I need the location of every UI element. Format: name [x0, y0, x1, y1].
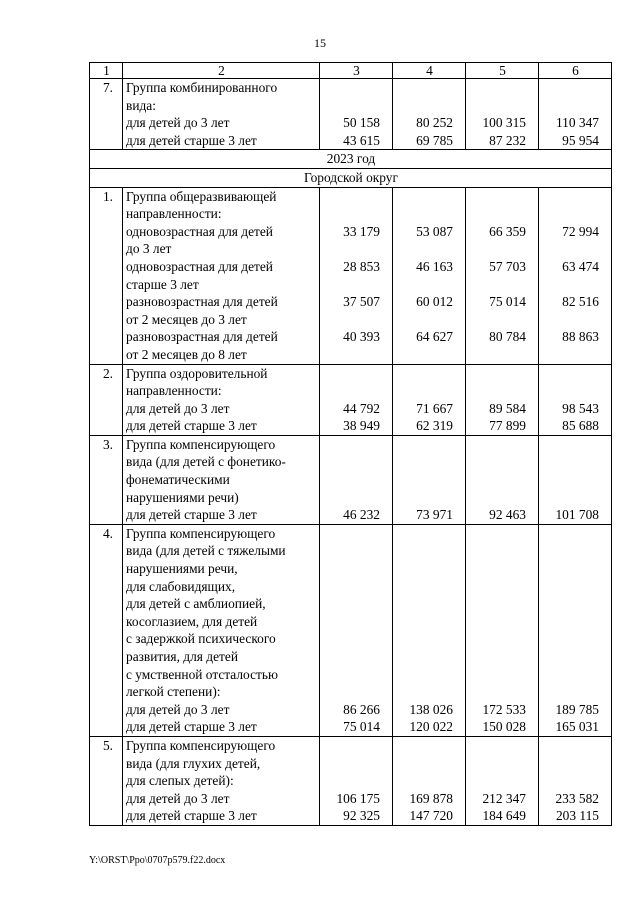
- value-cell: [539, 435, 612, 524]
- value-line: 60 012: [416, 294, 453, 310]
- value-line: [469, 666, 526, 684]
- value-cell: [393, 435, 466, 524]
- value-line: [396, 630, 453, 648]
- value-line: 95 954: [562, 132, 599, 148]
- value-line: 169 878: [409, 790, 453, 806]
- value-line: [396, 97, 453, 115]
- value-line: 38 949: [343, 418, 380, 434]
- value-line: [542, 365, 599, 383]
- value-line: [542, 630, 599, 648]
- table-row: [90, 364, 612, 435]
- description-line: Группа комбинированного: [126, 80, 278, 95]
- value-line: [469, 578, 526, 596]
- value-line: 73 971: [416, 507, 453, 523]
- description-line: одновозрастная для детей: [126, 258, 273, 274]
- value-line: [469, 97, 526, 115]
- value-line: 106 175: [336, 790, 380, 806]
- value-line: [542, 560, 599, 578]
- value-line: 89 584: [489, 400, 526, 416]
- description-line: до 3 лет: [126, 241, 172, 257]
- value-line: [396, 79, 453, 97]
- value-line: 147 720: [409, 808, 453, 824]
- value-line: 69 785: [416, 132, 453, 148]
- value-line: [542, 666, 599, 684]
- description-line: для детей до 3 лет: [126, 400, 230, 416]
- value-line: [469, 560, 526, 578]
- value-line: [323, 453, 380, 471]
- description-line: нарушениями речи,: [126, 561, 238, 577]
- description-line: разновозрастная для детей: [126, 294, 278, 310]
- value-line: [396, 489, 453, 507]
- value-line: [396, 436, 453, 454]
- value-line: [542, 489, 599, 507]
- year-label-row: [90, 150, 612, 169]
- value-line: 101 708: [555, 507, 599, 523]
- value-line: [396, 471, 453, 489]
- page-number: 15: [314, 36, 326, 50]
- row-index: 5.: [90, 736, 123, 825]
- value-line: [469, 489, 526, 507]
- value-line: [323, 382, 380, 400]
- value-cell: [466, 524, 539, 736]
- value-line: 85 688: [562, 418, 599, 434]
- value-cell: [393, 79, 466, 150]
- value-line: 100 315: [482, 115, 526, 131]
- file-path-footer: Y:\ORST\Ppo\0707p579.f22.docx: [89, 855, 226, 866]
- value-line: 189 785: [555, 701, 599, 717]
- value-cell: [393, 187, 466, 364]
- value-line: [323, 365, 380, 383]
- value-line: [542, 205, 599, 223]
- value-line: [469, 595, 526, 613]
- table-row: [90, 736, 612, 825]
- value-line: 172 533: [482, 701, 526, 717]
- row-description: [123, 736, 320, 825]
- value-line: [396, 188, 453, 206]
- value-line: [396, 755, 453, 773]
- value-cell: [539, 736, 612, 825]
- year-label: 2023 год: [90, 150, 612, 169]
- description-line: фонематическими: [126, 472, 230, 488]
- district-label: Городской округ: [90, 168, 612, 187]
- value-cell: [393, 364, 466, 435]
- description-line: легкой степени):: [126, 684, 221, 700]
- value-line: [542, 97, 599, 115]
- value-cell: [466, 736, 539, 825]
- value-line: [469, 205, 526, 223]
- value-cell: [320, 364, 393, 435]
- value-line: 77 899: [489, 418, 526, 434]
- table-row: [90, 187, 612, 364]
- value-line: 40 393: [343, 329, 380, 345]
- value-line: 64 627: [416, 329, 453, 345]
- value-line: [323, 188, 380, 206]
- value-line: [469, 542, 526, 560]
- value-line: [323, 560, 380, 578]
- value-line: 46 163: [416, 258, 453, 274]
- description-line: Группа компенсирующего: [126, 525, 276, 541]
- value-line: [396, 560, 453, 578]
- value-line: [396, 772, 453, 790]
- description-line: для детей старше 3 лет: [126, 418, 257, 434]
- row-index: 7.: [90, 79, 123, 150]
- value-line: 98 543: [562, 400, 599, 416]
- row-index: 1.: [90, 187, 123, 364]
- value-line: [323, 276, 380, 294]
- value-line: [396, 737, 453, 755]
- table-row: [90, 79, 612, 150]
- value-line: [396, 666, 453, 684]
- value-line: [323, 97, 380, 115]
- value-line: [323, 755, 380, 773]
- row-description: [123, 524, 320, 736]
- description-line: разновозрастная для детей: [126, 329, 278, 345]
- value-line: [542, 613, 599, 631]
- value-line: [469, 188, 526, 206]
- description-line: направленности:: [126, 383, 222, 399]
- value-line: [542, 79, 599, 97]
- value-line: [323, 205, 380, 223]
- value-line: [469, 276, 526, 294]
- value-line: 138 026: [409, 701, 453, 717]
- value-line: [396, 365, 453, 383]
- value-line: 82 516: [562, 294, 599, 310]
- description-line: косоглазием, для детей: [126, 613, 258, 629]
- value-line: 165 031: [555, 719, 599, 735]
- value-line: [469, 683, 526, 701]
- value-line: [542, 578, 599, 596]
- value-line: [469, 772, 526, 790]
- value-line: [542, 525, 599, 543]
- value-line: [469, 365, 526, 383]
- row-description: [123, 364, 320, 435]
- value-cell: [393, 736, 466, 825]
- value-line: [469, 453, 526, 471]
- value-cell: [320, 736, 393, 825]
- value-line: 203 115: [555, 808, 599, 824]
- value-cell: [320, 187, 393, 364]
- value-line: 66 359: [489, 223, 526, 239]
- value-line: [396, 346, 453, 364]
- value-line: [542, 436, 599, 454]
- value-line: [396, 311, 453, 329]
- district-label-row: [90, 168, 612, 187]
- value-line: [469, 382, 526, 400]
- value-line: [396, 648, 453, 666]
- value-cell: [539, 187, 612, 364]
- value-line: [323, 737, 380, 755]
- value-line: [396, 276, 453, 294]
- header-cell: 4: [393, 63, 466, 79]
- row-index: 2.: [90, 364, 123, 435]
- value-line: [396, 205, 453, 223]
- value-line: 86 266: [343, 701, 380, 717]
- value-line: [469, 471, 526, 489]
- value-line: 80 784: [489, 329, 526, 345]
- value-line: 150 028: [482, 719, 526, 735]
- description-line: Группа оздоровительной: [126, 365, 268, 381]
- value-line: 184 649: [482, 808, 526, 824]
- description-line: для детей до 3 лет: [126, 115, 230, 131]
- value-line: [323, 542, 380, 560]
- value-line: [323, 772, 380, 790]
- value-line: [542, 737, 599, 755]
- description-line: для детей с амблиопией,: [126, 596, 266, 612]
- row-description: [123, 79, 320, 150]
- value-line: [323, 578, 380, 596]
- description-line: вида:: [126, 97, 156, 113]
- value-line: [469, 311, 526, 329]
- value-line: 71 667: [416, 400, 453, 416]
- value-line: [396, 578, 453, 596]
- value-line: [469, 630, 526, 648]
- description-line: для детей до 3 лет: [126, 701, 230, 717]
- value-line: [542, 382, 599, 400]
- description-line: старше 3 лет: [126, 276, 199, 292]
- description-line: для детей старше 3 лет: [126, 132, 257, 148]
- value-line: [542, 542, 599, 560]
- value-cell: [393, 524, 466, 736]
- value-line: 28 853: [343, 258, 380, 274]
- header-cell: 6: [539, 63, 612, 79]
- value-line: [469, 436, 526, 454]
- description-line: для детей старше 3 лет: [126, 808, 257, 824]
- header-cell: 5: [466, 63, 539, 79]
- description-line: от 2 месяцев до 8 лет: [126, 346, 247, 362]
- value-line: 53 087: [416, 223, 453, 239]
- value-cell: [320, 435, 393, 524]
- value-line: [469, 525, 526, 543]
- value-line: [542, 755, 599, 773]
- description-line: Группа общеразвивающей: [126, 188, 277, 204]
- value-cell: [320, 79, 393, 150]
- value-cell: [539, 79, 612, 150]
- value-line: 46 232: [343, 507, 380, 523]
- value-line: [542, 648, 599, 666]
- value-cell: [320, 524, 393, 736]
- value-line: [323, 79, 380, 97]
- description-line: вида (для глухих детей,: [126, 755, 261, 771]
- description-line: с задержкой психического: [126, 631, 276, 647]
- value-line: [396, 525, 453, 543]
- description-line: с умственной отсталостью: [126, 666, 278, 682]
- value-line: [396, 240, 453, 258]
- value-line: 212 347: [482, 790, 526, 806]
- value-line: [323, 595, 380, 613]
- description-line: вида (для детей с фонетико-: [126, 454, 286, 470]
- value-line: [469, 79, 526, 97]
- value-line: [542, 346, 599, 364]
- value-line: [469, 648, 526, 666]
- value-line: [469, 755, 526, 773]
- description-line: от 2 месяцев до 3 лет: [126, 311, 247, 327]
- value-line: [469, 346, 526, 364]
- table-row: [90, 435, 612, 524]
- value-line: [323, 311, 380, 329]
- value-line: 44 792: [343, 400, 380, 416]
- value-line: 120 022: [409, 719, 453, 735]
- header-row: [90, 63, 612, 79]
- value-line: [323, 346, 380, 364]
- value-line: [323, 683, 380, 701]
- value-line: [469, 613, 526, 631]
- description-line: для детей старше 3 лет: [126, 507, 257, 523]
- value-line: [323, 648, 380, 666]
- value-line: 37 507: [343, 294, 380, 310]
- value-line: [396, 683, 453, 701]
- header-cell: 2: [123, 63, 320, 79]
- value-line: [542, 683, 599, 701]
- value-line: 72 994: [562, 223, 599, 239]
- value-line: 75 014: [343, 719, 380, 735]
- table-row: [90, 524, 612, 736]
- value-cell: [539, 524, 612, 736]
- value-line: 233 582: [555, 790, 599, 806]
- value-cell: [466, 79, 539, 150]
- value-line: [396, 613, 453, 631]
- description-line: развития, для детей: [126, 649, 239, 664]
- value-line: [396, 453, 453, 471]
- header-cell: 3: [320, 63, 393, 79]
- value-line: [396, 382, 453, 400]
- value-line: 43 615: [343, 132, 380, 148]
- description-line: для детей до 3 лет: [126, 790, 230, 806]
- value-line: 63 474: [562, 258, 599, 274]
- value-line: [469, 737, 526, 755]
- tariff-table: [89, 62, 612, 826]
- value-line: 62 319: [416, 418, 453, 434]
- value-line: 88 863: [562, 329, 599, 345]
- value-cell: [466, 435, 539, 524]
- description-line: для слабовидящих,: [126, 578, 236, 594]
- row-description: [123, 435, 320, 524]
- value-line: [542, 188, 599, 206]
- value-line: [396, 542, 453, 560]
- value-cell: [466, 187, 539, 364]
- value-cell: [466, 364, 539, 435]
- value-line: [542, 276, 599, 294]
- value-line: 110 347: [555, 115, 599, 131]
- value-line: [542, 772, 599, 790]
- value-line: [542, 240, 599, 258]
- value-line: 75 014: [489, 294, 526, 310]
- description-line: одновозрастная для детей: [126, 223, 273, 239]
- value-line: [542, 595, 599, 613]
- value-line: [323, 489, 380, 507]
- value-line: [323, 436, 380, 454]
- row-description: [123, 187, 320, 364]
- value-line: 33 179: [343, 223, 380, 239]
- description-line: нарушениями речи): [126, 489, 239, 505]
- description-line: Группа компенсирующего: [126, 737, 276, 753]
- row-index: 3.: [90, 435, 123, 524]
- value-line: 92 325: [343, 808, 380, 824]
- value-cell: [539, 364, 612, 435]
- description-line: вида (для детей с тяжелыми: [126, 543, 286, 559]
- header-cell: 1: [90, 63, 123, 79]
- value-line: [542, 471, 599, 489]
- description-line: направленности:: [126, 206, 222, 222]
- value-line: 87 232: [489, 132, 526, 148]
- row-index: 4.: [90, 524, 123, 736]
- value-line: [323, 630, 380, 648]
- description-line: Группа компенсирующего: [126, 436, 276, 452]
- value-line: [323, 613, 380, 631]
- value-line: [542, 311, 599, 329]
- value-line: [323, 471, 380, 489]
- value-line: [323, 525, 380, 543]
- value-line: [323, 666, 380, 684]
- value-line: [396, 595, 453, 613]
- value-line: [323, 240, 380, 258]
- description-line: для детей старше 3 лет: [126, 719, 257, 735]
- value-line: 57 703: [489, 258, 526, 274]
- value-line: 50 158: [343, 115, 380, 131]
- value-line: [542, 453, 599, 471]
- value-line: [469, 240, 526, 258]
- value-line: 80 252: [416, 115, 453, 131]
- description-line: для слепых детей):: [126, 773, 234, 789]
- value-line: 92 463: [489, 507, 526, 523]
